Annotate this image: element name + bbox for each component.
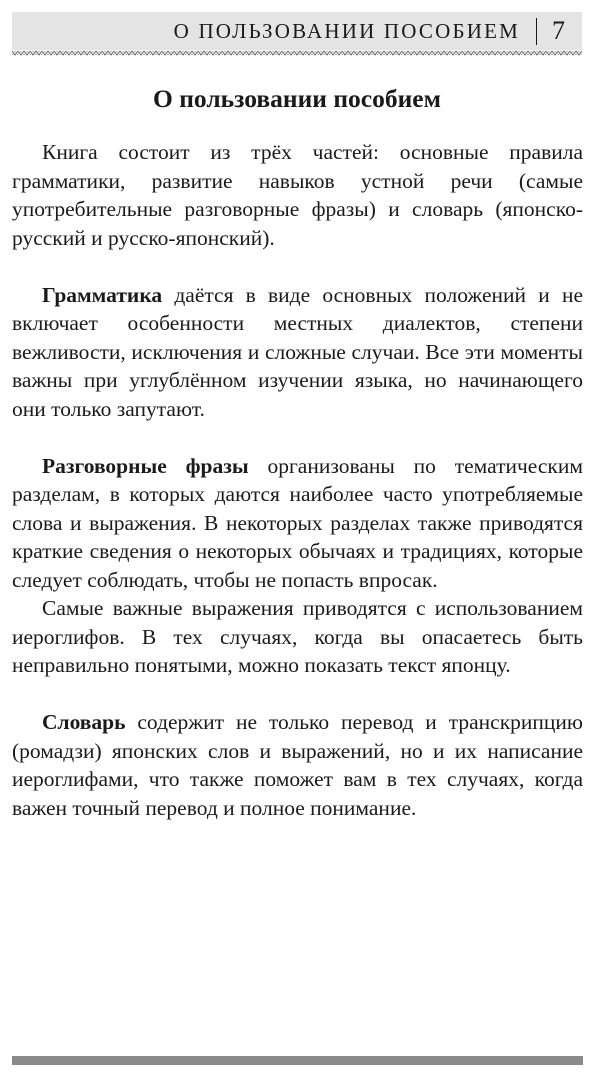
paragraph-term: Грамматика xyxy=(42,282,163,307)
paragraph-hieroglyphs xyxy=(12,594,583,680)
paragraph-term: Разговорные фразы xyxy=(42,453,249,478)
paragraph-text: даётся в виде основных положений и не включает особенности местных диалектов, степени вежливости, исключения и сложные случаи. Все эти моменты важны при углублённом изучении языка, но начинающего они только запутают. xyxy=(12,282,583,421)
header-divider xyxy=(536,18,538,45)
paragraph-term: Словарь xyxy=(42,710,126,734)
paragraph-grammar xyxy=(12,281,583,424)
running-title: О ПОЛЬЗОВАНИИ ПОСОБИЕМ xyxy=(173,19,520,43)
footer-bar xyxy=(12,1056,583,1065)
page-title: О пользовании пособием xyxy=(153,84,441,113)
paragraph-phrases xyxy=(12,452,583,595)
paragraph-dictionary xyxy=(12,708,583,822)
paragraph-text: организованы по тематическим разделам, в которых даются наиболее часто употребляемые слова и выражения. В некоторых разделах также приводятся краткие сведения о некоторых обычаях и традициях, которые следует соблюдать, чтобы не попасть впросак. xyxy=(12,453,583,592)
paragraph-text: Самые важные выражения приводятся с использованием иероглифов. В тех случаях, когда вы опасаетесь быть неправильно понятыми, можно показать текст японцу. xyxy=(12,596,583,677)
paragraph-intro xyxy=(12,138,583,252)
paragraph-text: содержит не только перевод и транскрипцию (ромадзи) японских слов и выражений, но и их написание иероглифами, что также поможет вам в тех случаях, когда важен точный перевод и полное понимание. xyxy=(12,710,583,820)
paragraph-text: Книга состоит из трёх частей: основные правила грамматики, развитие навыков устной речи (самые употребительные разговорные фразы) и словарь (японско-русский и русско-японский). xyxy=(12,140,583,250)
running-header xyxy=(12,12,582,50)
decorative-zigzag-border xyxy=(12,50,582,56)
page-number: 7 xyxy=(552,16,565,45)
body-text xyxy=(12,138,583,822)
